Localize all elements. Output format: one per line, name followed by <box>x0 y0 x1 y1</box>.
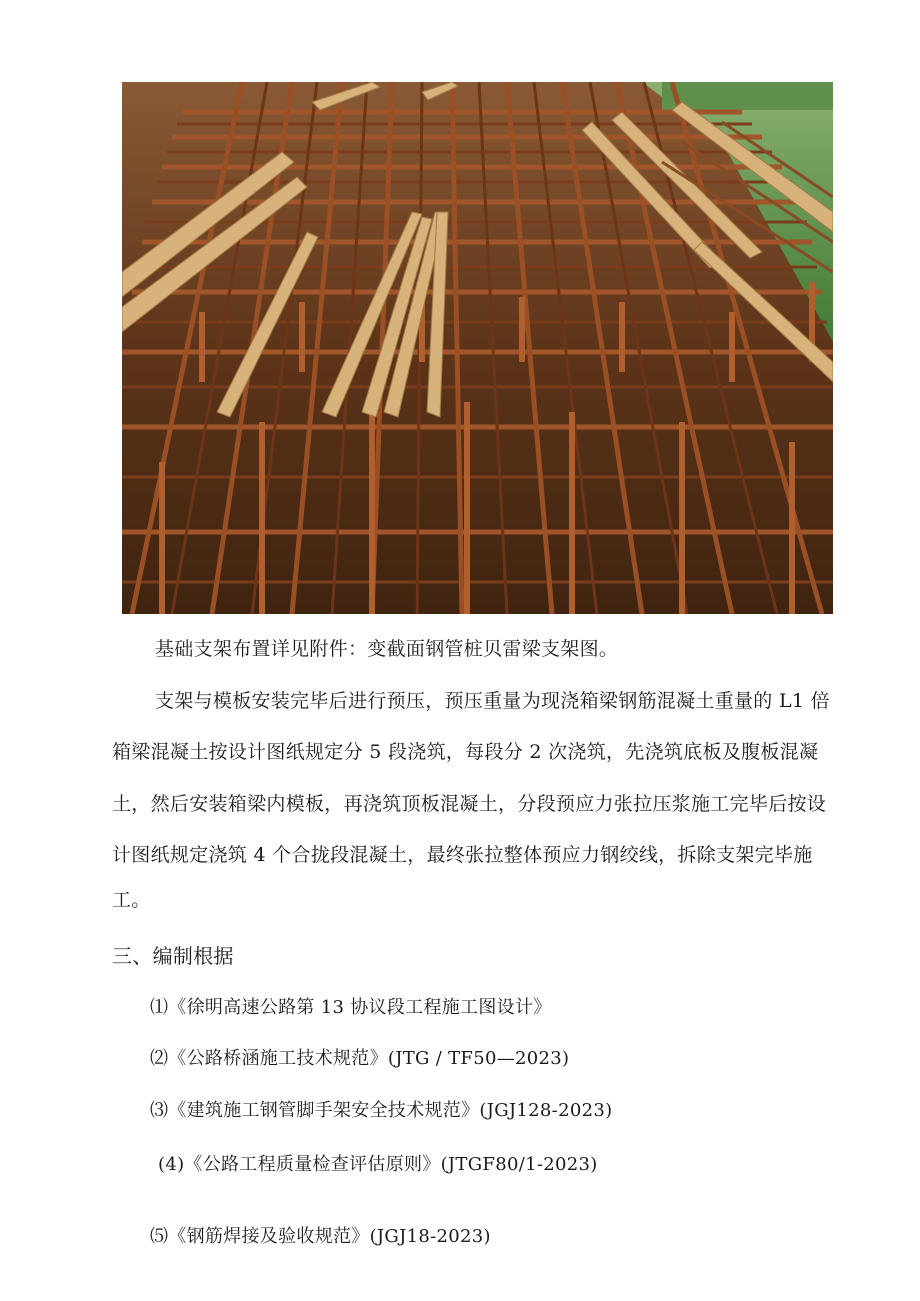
section-heading: 三、编制根据 <box>112 944 234 968</box>
scaffolding-illustration <box>122 82 833 614</box>
reference-item: ⑶《建筑施工钢管脚手架安全技术规范》(JGJ128-2023) <box>150 1100 613 1121</box>
reference-item: ⑸《钢筋焊接及验收规范》(JGJ18-2023) <box>150 1226 491 1247</box>
paragraph-preload-line-3: 土，然后安装箱梁内模板，再浇筑顶板混凝土，分段预应力张拉压浆施工完毕后按设 <box>112 793 827 815</box>
paragraph-preload-line-5: 工。 <box>112 889 151 911</box>
reference-item: (4)《公路工程质量检查评估原则》(JTGF80/1-2023) <box>158 1154 598 1175</box>
paragraph-preload-line-4: 计图纸规定浇筑 4 个合拢段混凝土，最终张拉整体预应力钢绞线，拆除支架完毕施 <box>112 844 813 866</box>
paragraph-support-layout: 基础支架布置详见附件：变截面钢管桩贝雷梁支架图。 <box>155 638 619 660</box>
paragraph-preload-line-1: 支架与模板安装完毕后进行预压，预压重量为现浇箱梁钢筋混凝土重量的 L1 倍 <box>155 690 830 712</box>
scaffolding-photo <box>122 82 833 614</box>
paragraph-preload-line-2: 箱梁混凝土按设计图纸规定分 5 段浇筑，每段分 2 次浇筑，先浇筑底板及腹板混凝 <box>112 741 819 763</box>
reference-item: ⑵《公路桥涵施工技术规范》(JTG / TF50—2023) <box>150 1048 570 1069</box>
reference-item: ⑴《徐明高速公路第 13 协议段工程施工图设计》 <box>150 997 552 1018</box>
